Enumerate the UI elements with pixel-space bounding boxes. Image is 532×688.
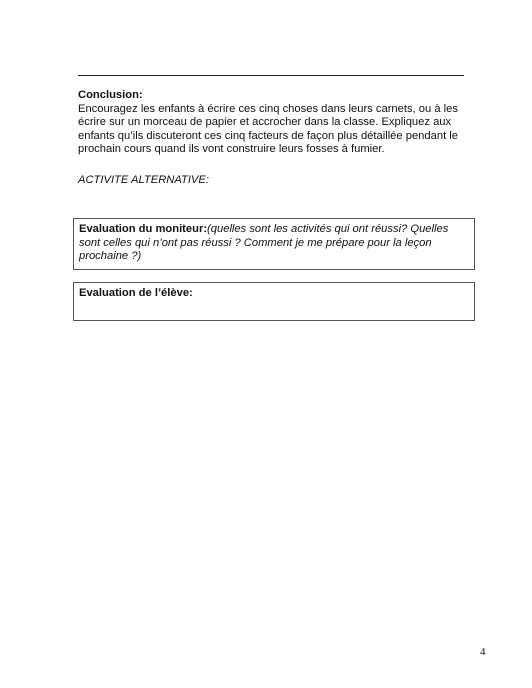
student-evaluation-label: Evaluation de l’élève:	[79, 287, 193, 299]
monitor-evaluation-note: (quelles sont les activités qui ont réussi? Quelles sont celles qui n’ont pas réussi ? Comment je me prépare pour la leçon prochaine ?)	[79, 223, 449, 263]
monitor-evaluation-box	[73, 218, 475, 270]
student-evaluation-box	[73, 282, 475, 321]
page-number: 4	[480, 646, 486, 658]
conclusion-body: Encouragez les enfants à écrire ces cinq choses dans leurs carnets, ou à les écrire sur un morceau de papier et accrocher dans la classe. Expliquez aux enfants qu’ils discuteront ces cinq facteurs de façon plus détaillée pendant le prochain cours quand ils vont construire leurs fosses à fumier.	[78, 102, 458, 156]
conclusion-heading: Conclusion:	[78, 89, 143, 101]
conclusion-section	[78, 89, 478, 157]
monitor-evaluation-label: Evaluation du moniteur:	[79, 223, 208, 235]
horizontal-rule	[78, 75, 464, 76]
alternative-activity-label: ACTIVITE ALTERNATIVE:	[78, 174, 209, 186]
